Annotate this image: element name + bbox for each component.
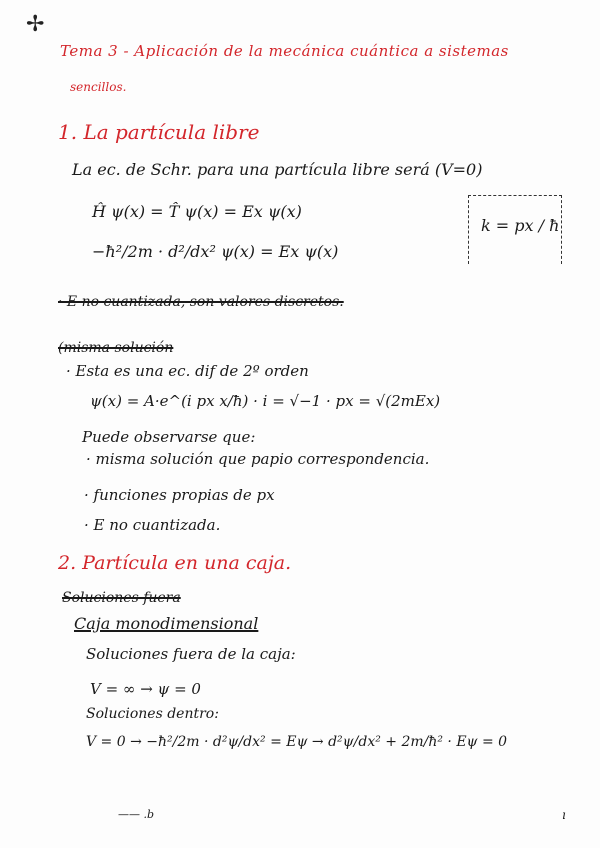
note-observe: Puede observarse que: [82,428,256,446]
bullet-energy-not-quantized: · E no cuantizada. [84,516,221,534]
section2-subheading: Caja monodimensional [74,614,259,633]
footer-left-mark: —— .b [118,808,155,821]
section2-heading: 2. Partícula en una caja. [58,552,292,574]
section1-heading: 1. La partícula libre [58,120,260,144]
page-title-continued: sencillos. [70,80,127,94]
equation-wavefunction: ψ(x) = A·e^(i px x/ħ) · i = √−1 · px = √(2mEx) [90,392,441,410]
boxed-wavevector [468,195,562,264]
footer-right-mark: ı [562,808,566,822]
note-differential-equation: · Esta es una ec. dif de 2º orden [66,362,309,380]
bullet-same-solution: · misma solución que papio correspondencia. [86,450,430,468]
equation-inside: V = 0 → −ħ²/2m · d²ψ/dx² = Eψ → d²ψ/dx² + 2m/ħ² · Eψ = 0 [86,734,508,750]
equation-hamiltonian: Ĥ ψ(x) = T̂ ψ(x) = Ex ψ(x) [92,202,302,221]
note-outside-box: Soluciones fuera de la caja: [86,645,296,663]
struck-note-1: · E no cuantizada, son valores discretos. [58,294,344,310]
bullet-eigenfunctions: · funciones propias de px [84,486,275,504]
page-title: Tema 3 - Aplicación de la mecánica cuántica a sistemas [60,42,509,60]
note-inside-box: Soluciones dentro: [86,706,219,722]
equation-schrodinger-free: −ħ²/2m · d²/dx² ψ(x) = Ex ψ(x) [92,242,339,261]
struck-note-2: (misma solución [58,340,174,356]
corner-mark: ✢ [26,12,45,37]
wavevector-formula: k = px / ħ [481,216,560,235]
section1-intro: La ec. de Schr. para una partícula libre será (V=0) [72,160,483,179]
equation-outside: V = ∞ → ψ = 0 [90,680,201,698]
struck-note-3: Soluciones fuera [62,590,181,606]
